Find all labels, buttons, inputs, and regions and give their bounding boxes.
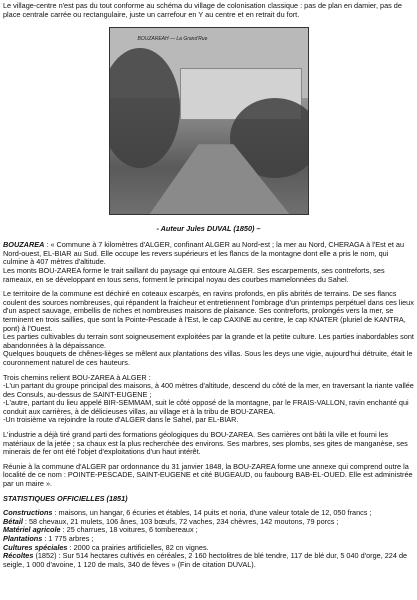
stat-line: Constructions : maisons, un hangar, 6 écuries et étables, 14 puits et noria, d'une valeur totale de 12, 050 francs ; [3, 508, 372, 518]
photo-author-caption: - Auteur Jules DUVAL (1850) – [156, 224, 261, 234]
historical-photo [109, 27, 309, 215]
route-item: -L'un partant du groupe principal des maisons, à 400 mètres d'altitude, descend du côté de la mer, en traversant la riante vallée des Consuls, au-dessus de SAINT-EUGENE ; [3, 381, 414, 399]
stats-title: STATISTIQUES OFFICIELLES (1851) [3, 493, 128, 503]
bouzarea-label: BOUZAREA [3, 240, 45, 250]
reunion-paragraph: Réunie à la commune d'ALGER par ordonnance du 31 janvier 1848, la BOU-ZAREA forme une annexe qui comprend outre la localité de ce nom : POINTE-PESCADE, SAINT-EUGENE et cité BUGEAUD, ou faubourg BAB-EL-OUED. Elle est administrée par un maire ». [3, 461, 413, 489]
intro-paragraph: Le village-centre n'est pas du tout conforme au schéma du village de colonisation classique : pas de plan en damier, pas de place centrale carrée ou rectangulaire, juste un carrefour en Y au centre et en retrait du fort. [3, 1, 402, 19]
photo-caption-text: BOUZAREAH — La Grand'Rue [137, 36, 208, 43]
stat-line: Plantations : 1 775 arbres ; [3, 534, 94, 543]
stat-line: Matériel agricole : 25 charrues, 18 voitures, 6 tombereaux ; [3, 525, 198, 535]
stat-line: Récoltes (1852) : Sur 514 hectares cultivés en céréales, 2 160 hectolitres de blé tendre, 117 de blé dur, 5 040 d'orge, 224 de seigle, 1 000 d'avoine, 1 120 de maïs, 340 de fèves » (Fin de citation DUVAL). [3, 551, 408, 569]
document-page [3, 2, 414, 569]
industry-paragraph: L'industrie a déjà tiré grand parti des formations géologiques du BOU-ZAREA. Ses carrières ont bâti la ville et fourni les matériaux de la jetée ; sa chaux est la plus recherchée des environs. Ses marbres, ses plombs, ses gites de manganèse, ses minerais de fer ont été l'objet d'exploitations d'un haut intérêt. [3, 430, 408, 457]
section2b-paragraph: Les parties cultivables du terrain sont soigneusement exploitées par la grande et la petite culture. Les parties inabordables sont abandonnées à la dépaissance. [3, 332, 414, 350]
section2c-paragraph: Quelques bouquets de chênes-lièges se mêlent aux plantations des villas. Sous les deys une vigie, aujourd'hui détruite, était le couronnement naturel de ces hauteurs. [3, 349, 413, 367]
section2-paragraph: Le territoire de la commune est déchiré en coteaux escarpés, en ravins profonds, en plis abrités de terrains. De ses flancs coulent des sources nombreuses, qui répandent la fraicheur et entretiennent l'ombrage d'un printemps perpétuel dans ces lieux d'un aspect sauvage, embellis de riches et nombreuses maisons de plaisance. Ses contreforts, prolongés vers la mer, se terminent en trois saillies, que sont la Pointe-Pescade à l'Est, le cap CAXINE au centre, le cap KNATER (pluriel de KANTRA, pont) à l'Ouest. [3, 289, 414, 333]
route-item: -Un troisième va rejoindre la route d'ALGER dans le Sahel, par EL-BIAR. [3, 415, 239, 425]
route-item: -L'autre, partant du lieu appelé BIR-SEMMAM, suit le côté opposé de la montagne, par le FRAIS-VALLON, ravin enchanté qui conduit aux carrières, à de délicieuses villas, au village et à la tribu de BOU-ZAREA. [3, 398, 409, 416]
section1-paragraph: BOUZAREA : « Commune à 7 kilomètres d'ALGER, confinant ALGER au Nord-est ; la mer au Nord, CHERAGA à l'Est et au Nord-ouest, EL-BIAR au Sud. Elle occupe les revers supérieurs et les flancs de la montagne dont elle a pris le nom, qui culmine à 407 mètres d'altitude. [3, 240, 405, 267]
stat-line: Bétail : 58 chevaux, 21 mulets, 106 ânes, 103 bœufs, 72 vaches, 234 chèvres, 142 moutons, 79 porcs ; [3, 516, 339, 526]
routes-title: Trois chemins relient BOU-ZAREA à ALGER : [3, 372, 151, 382]
section1b-paragraph: Les monts BOU-ZAREA forme le trait saillant du paysage qui entoure ALGER. Ses escarpements, ses contreforts, ses rameaux, en se développant en tous sens, forment le principal noyau des courbes mamelonnées du Sahel. [3, 265, 385, 284]
stat-line: Cultures spéciales : 2000 ca prairies artificielles, 82 cn vignes. [3, 542, 209, 552]
